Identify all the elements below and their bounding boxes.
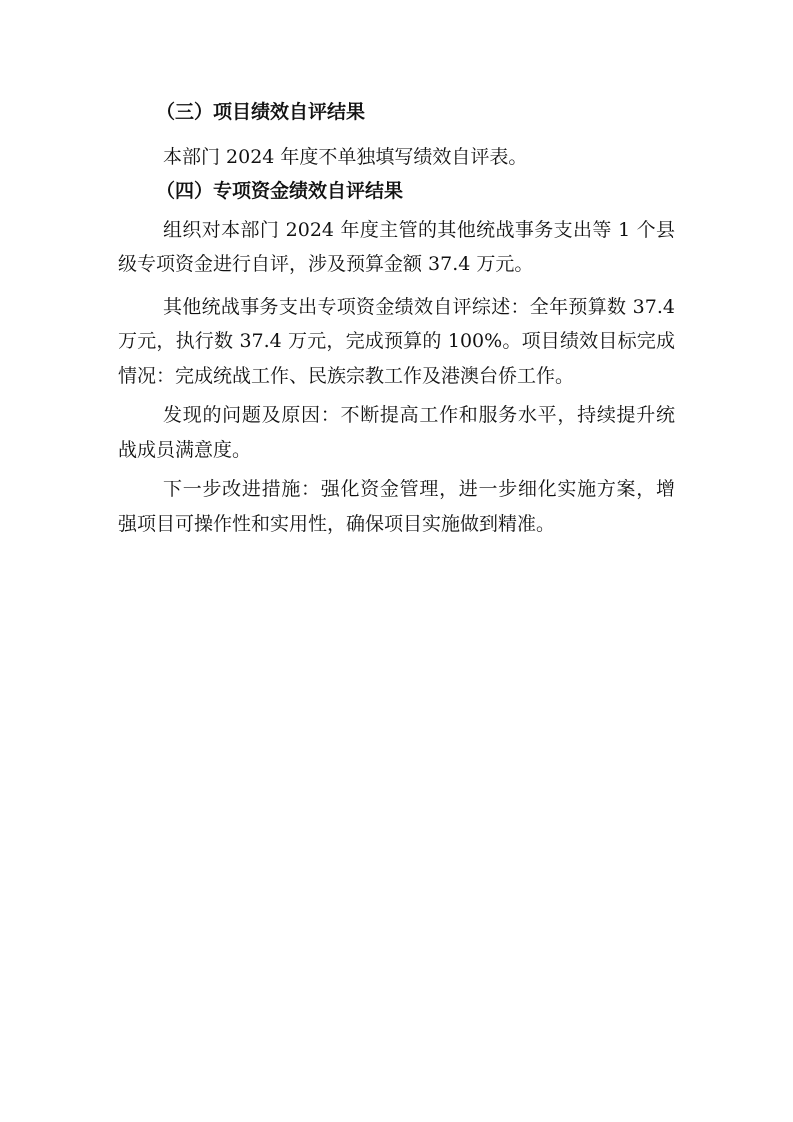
spacer bbox=[118, 282, 675, 290]
paragraph-problems-and-causes: 发现的问题及原因：不断提高工作和服务水平，持续提升统战成员满意度。 bbox=[118, 404, 675, 461]
document-body bbox=[118, 96, 675, 541]
paragraph-evaluation-summary: 其他统战事务支出专项资金绩效自评综述：全年预算数 37.4 万元，执行数 37.4 万元，完成预算的 100%。项目绩效目标完成情况：完成统战工作、民族宗教工作及港澳台侨工作。 bbox=[118, 295, 675, 387]
section-heading-project-results: （三）项目绩效自评结果 bbox=[156, 101, 366, 123]
spacer bbox=[118, 128, 675, 140]
paragraph-improvement-measures: 下一步改进措施：强化资金管理，进一步细化实施方案，增强项目可操作性和实用性，确保项目实施做到精准。 bbox=[118, 478, 675, 535]
section-heading-special-fund-results: （四）专项资金绩效自评结果 bbox=[156, 179, 404, 202]
paragraph-no-self-evaluation-form: 本部门 2024 年度不单独填写绩效自评表。 bbox=[163, 146, 528, 168]
paragraph-evaluation-scope: 组织对本部门 2024 年度主管的其他统战事务支出等 1 个县级专项资金进行自评，涉及预算金额 37.4 万元。 bbox=[118, 218, 675, 275]
